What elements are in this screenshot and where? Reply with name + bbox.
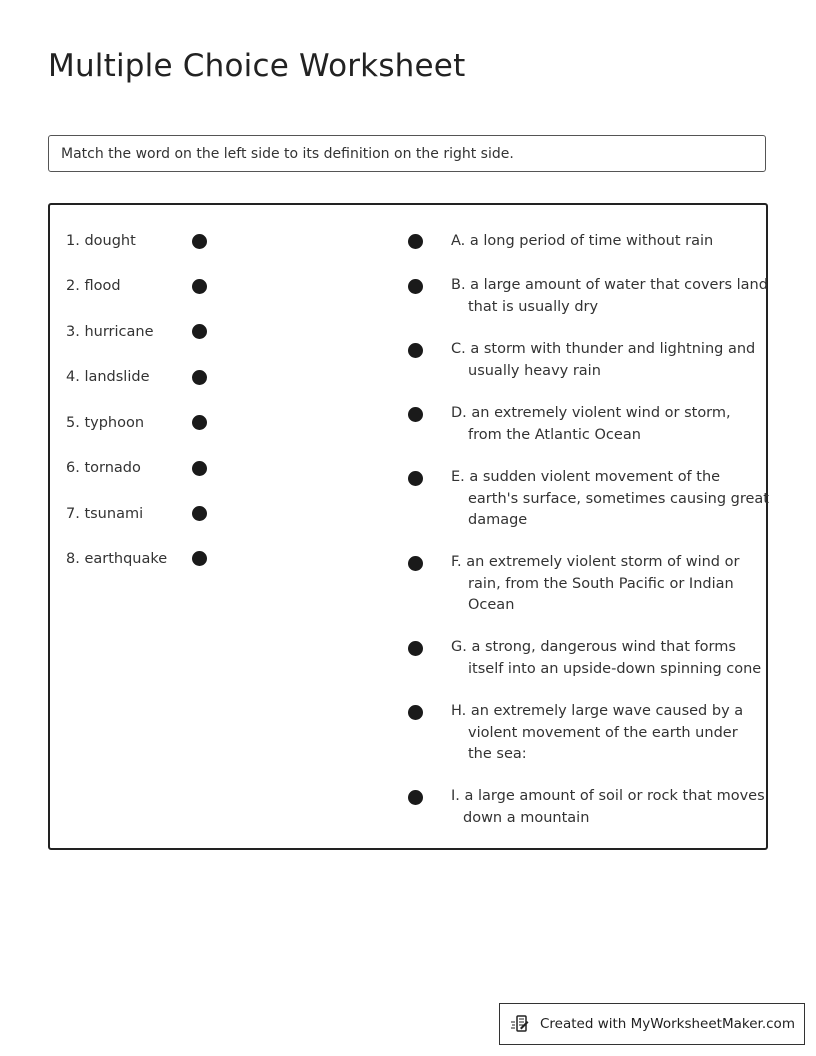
term-label: 6. tornado bbox=[66, 460, 141, 476]
definition-line: A. a long period of time without rain bbox=[451, 233, 714, 249]
definition-line: G. a strong, dangerous wind that forms bbox=[451, 639, 736, 655]
term-match-dot[interactable] bbox=[192, 551, 207, 566]
term-match-dot[interactable] bbox=[192, 324, 207, 339]
definition-line: H. an extremely large wave caused by a bbox=[451, 703, 744, 719]
instructions-text: Match the word on the left side to its definition on the right side. bbox=[61, 145, 514, 162]
definition-match-dot[interactable] bbox=[408, 556, 423, 571]
definition-item bbox=[451, 403, 751, 446]
footer-badge[interactable] bbox=[499, 1003, 805, 1045]
worksheet-maker-logo-icon bbox=[510, 1013, 532, 1035]
definition-match-dot[interactable] bbox=[408, 471, 423, 486]
definition-line: from the Atlantic Ocean bbox=[468, 426, 641, 443]
definition-line: E. a sudden violent movement of the bbox=[451, 469, 721, 485]
definition-match-dot[interactable] bbox=[408, 790, 423, 805]
term-label: 8. earthquake bbox=[66, 551, 168, 567]
instructions-box bbox=[48, 135, 766, 172]
definition-line: usually heavy rain bbox=[468, 362, 601, 379]
definition-match-dot[interactable] bbox=[408, 641, 423, 656]
definition-match-dot[interactable] bbox=[408, 279, 423, 294]
footer-text: Created with MyWorksheetMaker.com bbox=[540, 1016, 795, 1032]
term-label: 1. dought bbox=[66, 233, 136, 249]
definition-item bbox=[451, 275, 768, 318]
definition-line: violent movement of the earth under bbox=[468, 724, 738, 741]
definition-line: C. a storm with thunder and lightning and bbox=[451, 341, 756, 357]
definition-line: itself into an upside-down spinning cone bbox=[468, 660, 762, 677]
definition-line: Ocean bbox=[468, 597, 515, 613]
definition-line: F. an extremely violent storm of wind or bbox=[451, 554, 740, 570]
definition-line: earth's surface, sometimes causing great bbox=[468, 490, 769, 507]
term-match-dot[interactable] bbox=[192, 234, 207, 249]
definition-item bbox=[451, 467, 769, 532]
definition-line: damage bbox=[468, 512, 528, 528]
definition-line: that is usually dry bbox=[468, 298, 599, 315]
definition-item bbox=[451, 786, 765, 829]
definition-match-dot[interactable] bbox=[408, 705, 423, 720]
definition-match-dot[interactable] bbox=[408, 407, 423, 422]
definition-line: the sea: bbox=[468, 746, 527, 762]
definition-line: down a mountain bbox=[463, 809, 590, 826]
definition-line: D. an extremely violent wind or storm, bbox=[451, 405, 731, 421]
term-label: 5. typhoon bbox=[66, 415, 145, 431]
definition-item bbox=[451, 339, 756, 382]
matching-panel bbox=[48, 203, 768, 850]
definition-match-dot[interactable] bbox=[408, 343, 423, 358]
definition-item bbox=[451, 637, 762, 680]
term-label: 2. flood bbox=[66, 278, 121, 294]
definition-line: rain, from the South Pacific or Indian bbox=[468, 575, 734, 592]
term-label: 7. tsunami bbox=[66, 506, 144, 522]
page-title: Multiple Choice Worksheet bbox=[48, 48, 466, 84]
term-label: 3. hurricane bbox=[66, 324, 154, 340]
term-match-dot[interactable] bbox=[192, 461, 207, 476]
definition-line: I. a large amount of soil or rock that moves bbox=[451, 788, 765, 804]
term-label: 4. landslide bbox=[66, 369, 150, 385]
definition-item bbox=[451, 231, 751, 253]
term-match-dot[interactable] bbox=[192, 370, 207, 385]
definition-line: B. a large amount of water that covers land bbox=[451, 277, 768, 293]
definition-item bbox=[451, 701, 751, 766]
term-match-dot[interactable] bbox=[192, 415, 207, 430]
term-match-dot[interactable] bbox=[192, 279, 207, 294]
definition-match-dot[interactable] bbox=[408, 234, 423, 249]
term-match-dot[interactable] bbox=[192, 506, 207, 521]
definition-item bbox=[451, 552, 751, 617]
